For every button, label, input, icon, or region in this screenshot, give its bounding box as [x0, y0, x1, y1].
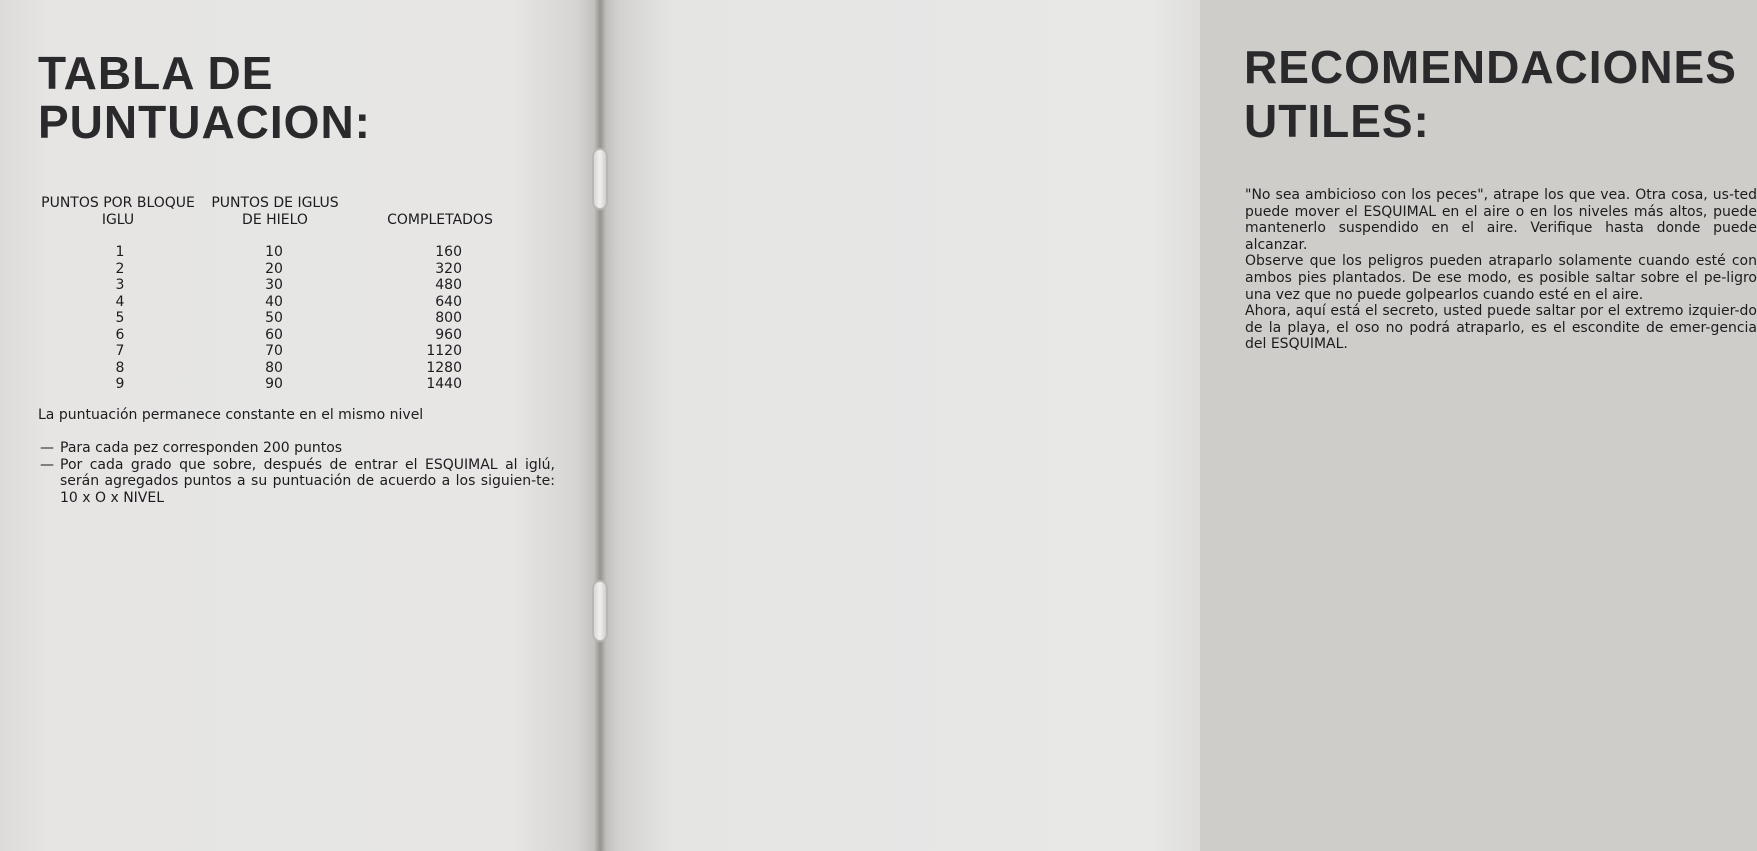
header-line: DE HIELO — [242, 212, 308, 228]
header-line: PUNTOS POR BLOQUE — [41, 195, 195, 211]
table-cell: 30 — [265, 277, 283, 293]
list-item — [40, 440, 555, 457]
table-cell: 800 — [435, 310, 462, 326]
title-line: RECOMENDACIONES — [1244, 41, 1737, 93]
left-page — [0, 0, 600, 851]
table-cell: 640 — [435, 293, 462, 310]
table-cell: 6 — [115, 326, 125, 343]
booklet-spine — [594, 0, 606, 851]
table-cell: 8 — [115, 359, 125, 376]
table-cell: 7 — [115, 343, 125, 359]
staple-bottom — [592, 580, 608, 642]
table-cell: 160 — [435, 244, 462, 260]
table-column-iglu-points — [254, 244, 294, 393]
column-header-block-points — [38, 195, 198, 229]
table-cell: 20 — [265, 260, 283, 277]
title-line: PUNTUACION: — [38, 96, 371, 148]
header-line: IGLU — [101, 212, 135, 228]
table-cell: 320 — [435, 260, 462, 277]
table-cell: 60 — [265, 326, 283, 343]
staple-top — [592, 148, 608, 210]
table-column-completed — [412, 244, 462, 393]
title-line: TABLA DE — [38, 47, 274, 99]
bullet-text: Por cada grado que sobre, después de entrar el ESQUIMAL al iglú, serán agregados puntos a su puntuación de acuerdo a los siguien-te: 10 x O x NIVEL — [60, 456, 555, 506]
column-header-completed — [360, 212, 520, 229]
bullet-text: Para cada pez corresponden 200 puntos — [60, 440, 343, 456]
table-cell: 1440 — [426, 376, 462, 392]
page-title-scoring — [38, 47, 371, 148]
list-item — [40, 457, 555, 507]
dash-marker: — — [40, 456, 54, 473]
page-title-recommendations — [1244, 41, 1737, 152]
right-page — [600, 0, 1757, 851]
table-cell: 2 — [115, 260, 125, 277]
table-cell: 70 — [265, 343, 283, 359]
table-cell: 480 — [435, 277, 462, 293]
table-cell: 1280 — [426, 359, 462, 376]
table-cell: 9 — [115, 376, 125, 392]
table-cell: 5 — [115, 310, 125, 326]
table-cell: 4 — [115, 293, 125, 310]
table-column-block-points — [100, 244, 140, 393]
table-cell: 1 — [115, 244, 125, 260]
table-cell: 50 — [265, 310, 283, 326]
recommendations-text — [1245, 187, 1757, 353]
table-cell: 1120 — [426, 343, 462, 359]
paragraph: Ahora, aquí está el secreto, usted puede saltar por el extremo izquier-do de la playa, el oso no podrá atraparlo, es el escondite de emer-gencia del ESQUIMAL. — [1245, 303, 1757, 353]
header-line: COMPLETADOS — [387, 212, 493, 228]
paragraph: Observe que los peligros pueden atraparlo solamente cuando esté con ambos pies plantados. De ese modo, es posible saltar sobre el pe-ligro una vez que no puede golpearlos cuando esté en el aire. — [1245, 253, 1757, 303]
header-line: PUNTOS DE IGLUS — [211, 195, 339, 211]
table-cell: 960 — [435, 326, 462, 343]
table-cell: 80 — [265, 359, 283, 376]
paragraph: "No sea ambicioso con los peces", atrape los que vea. Otra cosa, us-ted puede mover el ESQUIMAL en el aire o en los niveles más altos, puede mantenerlo suspendido en el aire. Verifique hasta donde puede alcanzar. — [1245, 187, 1757, 253]
table-cell: 90 — [265, 376, 283, 392]
title-line: UTILES: — [1244, 95, 1430, 147]
scoring-bullet-list — [40, 440, 555, 506]
constant-score-note: La puntuación permanece constante en el mismo nivel — [38, 407, 424, 423]
dash-marker: — — [40, 440, 54, 456]
column-header-iglu-points — [200, 195, 350, 229]
table-cell: 3 — [115, 277, 125, 293]
table-cell: 10 — [265, 244, 283, 260]
table-cell: 40 — [265, 293, 283, 310]
